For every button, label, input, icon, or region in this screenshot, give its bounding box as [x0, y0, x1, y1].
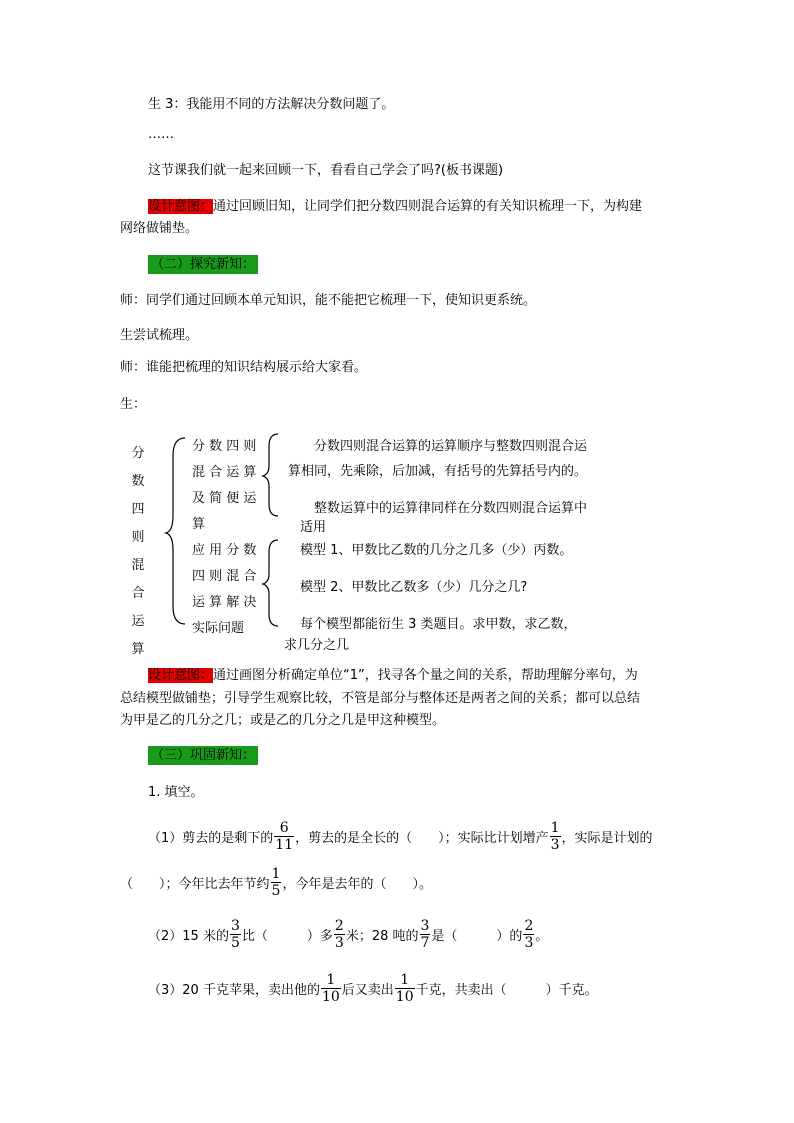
root-brace — [165, 436, 187, 626]
exercise-title: 1. 填空。 — [148, 785, 204, 800]
leaf-1b-line2: 适用 — [300, 520, 327, 535]
design-intent-label: 设计意图： — [148, 199, 214, 214]
student-line-2: 生： — [120, 397, 147, 412]
diagram-root: 分 数 四 则 混 合 运 算 — [131, 446, 145, 657]
fraction: $\frac{1}{10}$ — [321, 972, 340, 1005]
design-intent-2-line1: 设计意图：通过画图分析确定单位“1”，找寻各个量之间的关系，帮助理解分率句，为 — [148, 668, 638, 683]
leaf-2-line3: 每个模型都能衍生 3 类题目。求甲数，求乙数， — [300, 617, 577, 632]
design-intent-2-line3: 为甲是乙的几分之几；或是乙的几分之几是甲这种模型。 — [120, 713, 446, 728]
leaf-2-line1: 模型 1、甲数比乙数的几分之几多（少）丙数。 — [300, 543, 573, 558]
fraction: $\frac{2}{3}$ — [524, 918, 534, 951]
design-intent-1-line1: 设计意图：通过回顾旧知，让同学们把分数四则混合运算的有关知识梳理一下，为构建 — [148, 199, 643, 214]
intro-paragraph: 这节课我们就一起来回顾一下，看看自己学会了吗?(板书课题) — [148, 163, 504, 178]
branch-1: 分 数 四 则 混 合 运 算 及 简 便 运 算 — [192, 439, 257, 532]
section-3-label: （三）巩固新知： — [148, 746, 258, 765]
section-3-heading — [148, 747, 258, 765]
leaf-2-line2: 模型 2、甲数比乙数多（少）几分之几? — [300, 580, 528, 595]
design-intent-2-line2: 总结模型做铺垫；引导学生观察比较，不管是部分与整体还是两者之间的关系；都可以总结 — [120, 691, 641, 706]
branch-1-brace — [262, 432, 280, 518]
leaf-2-line4: 求几分之几 — [284, 638, 350, 653]
fraction: $\frac{1}{3}$ — [550, 820, 560, 853]
fraction: $\frac{2}{3}$ — [334, 918, 344, 951]
teacher-line-1: 师：同学们通过回顾本单元知识，能不能把它梳理一下，使知识更系统。 — [120, 293, 537, 308]
fraction: $\frac{3}{7}$ — [420, 918, 430, 951]
exercise-1-line2: （ ）；今年比去年节约 $\frac{1}{5}$ ，今年是去年的（ ）。 — [120, 866, 432, 899]
ellipsis: …… — [148, 127, 174, 142]
exercise-1-line1: （1）剪去的是剩下的 $\frac{6}{11}$ ，剪去的是全长的（ ）；实际比计划增产 $\frac{1}{3}$ ，实际是计划的 — [148, 820, 653, 853]
design-intent-1-line2: 网络做铺垫。 — [120, 221, 199, 236]
leaf-1a-line1: 分数四则混合运算的运算顺序与整数四则混合运 — [314, 439, 588, 454]
fraction: $\frac{6}{11}$ — [275, 820, 294, 853]
teacher-line-2: 师：谁能把梳理的知识结构展示给大家看。 — [120, 360, 368, 375]
fraction: $\frac{3}{5}$ — [230, 918, 240, 951]
section-2-label: （二）探究新知： — [148, 255, 258, 274]
student-line-1: 生尝试梳理。 — [120, 328, 199, 343]
branch-2-brace — [262, 538, 280, 628]
leaf-1a-line2: 算相同，先乘除，后加减，有括号的先算括号内的。 — [288, 464, 588, 479]
fraction: $\frac{1}{5}$ — [271, 866, 281, 899]
exercise-3: （3）20 千克苹果，卖出他的 $\frac{1}{10}$ 后又卖出 $\frac{1}{10}$ 千克，共卖出（ ）千克。 — [148, 972, 598, 1005]
fraction: $\frac{1}{10}$ — [395, 972, 414, 1005]
student-3-line: 生 3：我能用不同的方法解决分数问题了。 — [148, 97, 395, 112]
section-2-heading — [148, 256, 258, 274]
branch-2: 应 用 分 数 四 则 混 合 运 算 解 决 实际问题 — [192, 543, 257, 636]
design-intent-label: 设计意图： — [148, 668, 214, 683]
exercise-2: （2）15 米的 $\frac{3}{5}$ 比（ ）多 $\frac{2}{3}$ 米；28 吨的 $\frac{3}{7}$ 是（ ）的 $\frac{2}{3}$ 。 — [148, 918, 549, 951]
leaf-1b-line1: 整数运算中的运算律同样在分数四则混合运算中 — [314, 501, 588, 516]
